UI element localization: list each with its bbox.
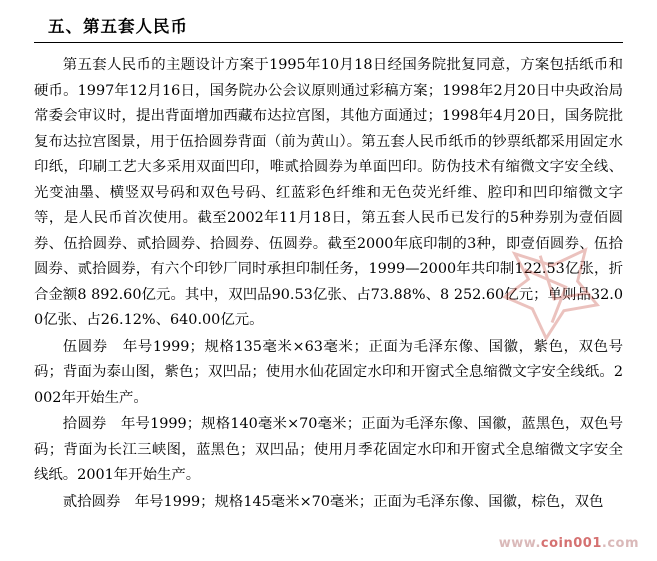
watermark-suffix: .com (601, 536, 639, 551)
title-divider (34, 42, 623, 43)
paragraph-20yuan: 贰拾圆券 年号1999；规格145毫米×70毫米；正面为毛泽东像、国徽，棕色，双色 (62, 493, 604, 510)
watermark-prefix: www. (498, 536, 541, 551)
paragraph-5yuan: 伍圆券 年号1999；规格135毫米×63毫米；正面为毛泽东像、国徽，紫色，双色号码；背面为泰山图，紫色；双凹品；使用水仙花固定水印和开窗式全息缩微文字安全线纸。2002年开始生产。 (34, 338, 623, 406)
page-title: 五、第五套人民币 (48, 17, 188, 36)
site-watermark (499, 536, 639, 551)
watermark-brand: coin001 (540, 536, 602, 551)
paragraph-intro: 第五套人民币的主题设计方案于1995年10月18日经国务院批复同意，方案包括纸币和硬币。1997年12月16日，国务院办公会议原则通过彩稿方案；1998年2月20日中央政治局常委会审议时，提出背面增加西藏布达拉宫图，其他方面通过；1998年4月20日，国务院批复布达拉宫图景，用于伍拾圆券背面（前为黄山）。第五套人民币纸币的钞票纸都采用固定水印纸，印刷工艺大多采用双面凹印，唯贰拾圆券为单面凹印。防伪技术有缩微文字安全线、光变油墨、横竖双号码和双色号码、红蓝彩色纤维和无色荧光纤维、腔印和凹印缩微文字等，是人民币首次使用。截至2002年11月18日，第五套人民币已发行的5种券别为壹佰圆券、伍拾圆券、贰拾圆券、拾圆券、伍圆券。截至2000年底印制的3种，即壹佰圆券、伍拾圆券、贰拾圆券，有六个印钞厂同时承担印制任务，1999—2000年共印制122.53亿张，折合金额8 892.60亿元。其中，双凹品90.53亿张、占73.88%、8 252.60亿元；单则品32.00亿张、占26.12%、640.00亿元。 (34, 57, 623, 328)
paragraph-10yuan: 拾圆券 年号1999；规格140毫米×70毫米；正面为毛泽东像、国徽，蓝黑色，双色号码；背面为长江三峡图，蓝黑色；双凹品；使用月季花固定水印和开窗式全息缩微文字安全线纸。2001年开始生产。 (34, 416, 623, 483)
